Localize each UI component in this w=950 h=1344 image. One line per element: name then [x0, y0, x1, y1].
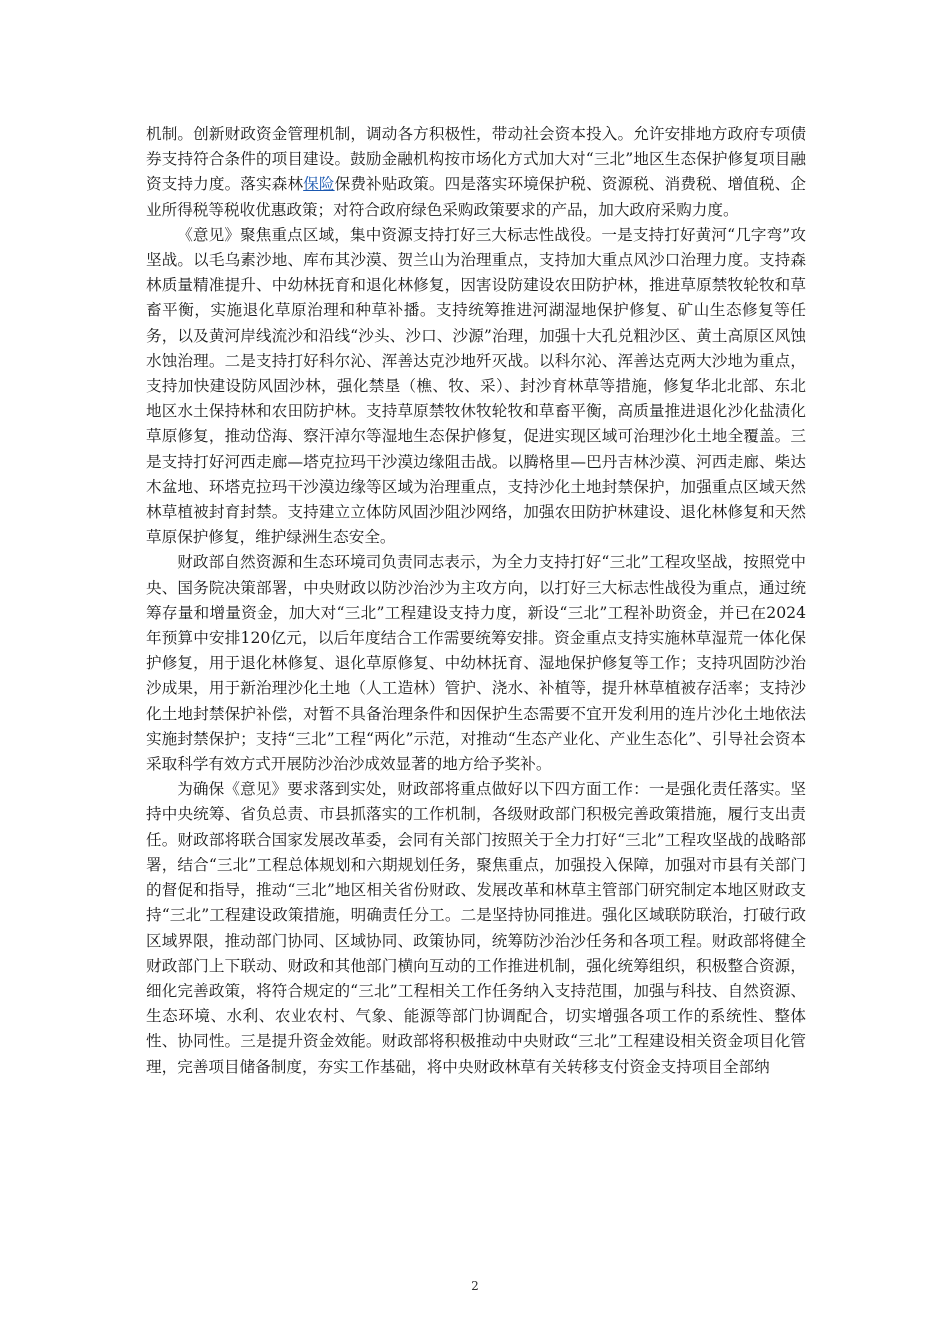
- paragraph-1-text-b: 保费补贴政策。四是落实环境保护税、资源税、消费税、增值税、企业所得税等税收优惠政策；对符合政府绿色采购政策要求的产品，加大政府采购力度。: [146, 175, 806, 219]
- paragraph-2: 《意见》聚焦重点区域，集中资源支持打好三大标志性战役。一是支持打好黄河“几字弯”攻坚战。以毛乌素沙地、库布其沙漠、贺兰山为治理重点，支持加大重点风沙口治理力度。支持森林质量精准提升、中幼林抚育和退化林修复，因害设防建设农田防护林，推进草原禁牧轮牧和草畜平衡，实施退化草原治理和种草补播。支持统筹推进河湖湿地保护修复、矿山生态修复等任务，以及黄河岸线流沙和沿线“沙头、沙口、沙源”治理，加强十大孔兑粗沙区、黄土高原区风蚀水蚀治理。二是支持打好科尔沁、浑善达克沙地歼灭战。以科尔沁、浑善达克两大沙地为重点，支持加快建设防风固沙林，强化禁垦（樵、牧、采）、封沙育林草等措施，修复华北北部、东北地区水土保持林和农田防护林。支持草原禁牧休牧轮牧和草畜平衡，高质量推进退化沙化盐渍化草原修复，推动岱海、察汗淖尔等湿地生态保护修复，促进实现区域可治理沙化土地全覆盖。三是支持打好河西走廊—塔克拉玛干沙漠边缘阻击战。以腾格里—巴丹吉林沙漠、河西走廊、柴达木盆地、环塔克拉玛干沙漠边缘等区域为治理重点，支持沙化土地封禁保护，加强重点区域天然林草植被封育封禁。支持建立立体防风固沙阻沙网络，加强农田防护林建设、退化林修复和天然草原保护修复，维护绿洲生态安全。: [146, 225, 806, 547]
- paragraph-1-text-a: 机制。创新财政资金管理机制，调动各方积极性，带动社会资本投入。允许安排地方政府专项债券支持符合条件的项目建设。鼓励金融机构按市场化方式加大对“三北”地区生态保护修复项目融资支持力度。落实森林: [146, 125, 806, 194]
- paragraph-4: 为确保《意见》要求落到实处，财政部将重点做好以下四方面工作：一是强化责任落实。坚持中央统筹、省负总责、市县抓落实的工作机制，各级财政部门积极完善政策措施，履行支出责任。财政部将联合国家发展改革委，会同有关部门按照关于全力打好“三北”工程攻坚战的战略部署，结合“三北”工程总体规划和六期规划任务，聚焦重点，加强投入保障，加强对市县有关部门的督促和指导，推动“三北”地区相关省份财政、发展改革和林草主管部门研究制定本地区财政支持“三北”工程建设政策措施，明确责任分工。二是坚持协同推进。强化区域联防联治，打破行政区域界限，推动部门协同、区域协同、政策协同，统筹防沙治沙任务和各项工程。财政部将健全财政部门上下联动、财政和其他部门横向互动的工作推进机制，强化统筹组织，积极整合资源，细化完善政策，将符合规定的“三北”工程相关工作任务纳入支持范围，加强与科技、自然资源、生态环境、水利、农业农村、气象、能源等部门协调配合，切实增强各项工作的系统性、整体性、协同性。三是提升资金效能。财政部将积极推动中央财政“三北”工程建设相关资金项目化管理，完善项目储备制度，夯实工作基础，将中央财政林草有关转移支付资金支持项目全部纳: [146, 780, 806, 1076]
- document-body: [146, 122, 806, 1080]
- paragraph-3: 财政部自然资源和生态环境司负责同志表示，为全力支持打好“三北”工程攻坚战，按照党中央、国务院决策部署，中央财政以防沙治沙为主攻方向，以打好三大标志性战役为重点，通过统筹存量和增量资金，加大对“三北”工程建设支持力度，新设“三北”工程补助资金，并已在2024年预算中安排120亿元，以后年度结合工作需要统筹安排。资金重点支持实施林草湿荒一体化保护修复，用于退化林修复、退化草原修复、中幼林抚育、湿地保护修复等工作；支持巩固防沙治沙成果，用于新治理沙化土地（人工造林）管护、浇水、补植等，提升林草植被存活率；支持沙化土地封禁保护补偿，对暂不具备治理条件和因保护生态需要不宜开发利用的连片沙化土地依法实施封禁保护；支持“三北”工程“两化”示范，对推动“生态产业化、产业生态化”、引导社会资本采取科学有效方式开展防沙治沙成效显著的地方给予奖补。: [146, 553, 806, 774]
- paragraph-1: [146, 122, 806, 223]
- insurance-link[interactable]: 保险: [303, 175, 335, 194]
- page-number: 2: [471, 1279, 479, 1293]
